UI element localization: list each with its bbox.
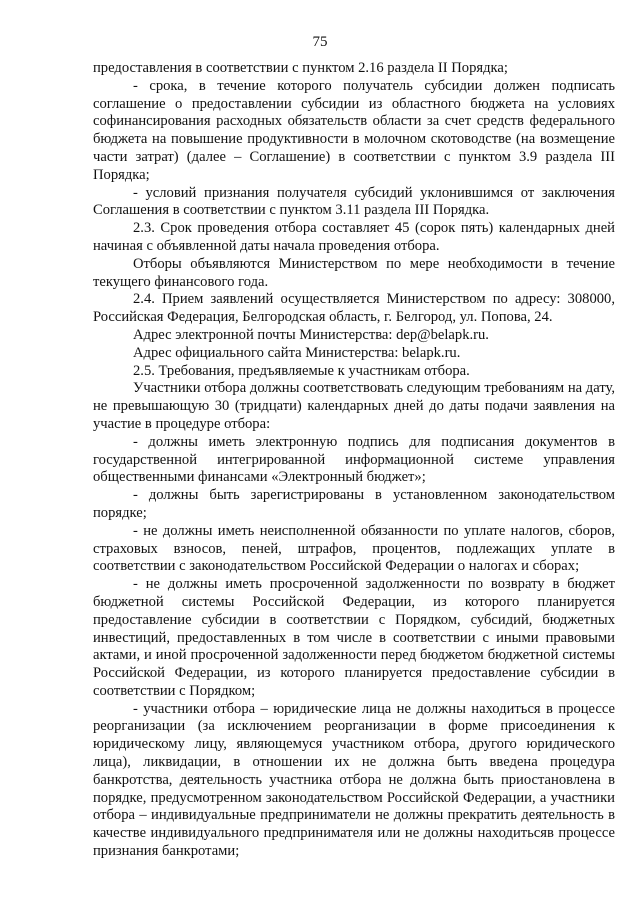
paragraph-agreement-deadline: - срока, в течение которого получатель субсидии должен подписать соглашение о предоставлении субсидии из областного бюджета на условиях софинансирования расходных обязательств области за счет средств федерального бюджета на повышение продуктивности в молочном скотоводстве (на возмещение части затрат) (далее – Соглашение) в соответствии с пунктом 3.9 раздела III Порядка;	[93, 77, 615, 183]
paragraph-website: Адрес официального сайта Министерства: belapk.ru.	[133, 344, 461, 361]
paragraph-evasion-conditions: - условий признания получателя субсидий уклонившимся от заключения Соглашения в соответствии с пунктом 3.11 раздела III Порядка.	[93, 184, 615, 219]
paragraph-continuation: предоставления в соответствии с пунктом 2.16 раздела II Порядка;	[93, 60, 508, 76]
document-body	[93, 60, 615, 861]
paragraph-selection-announcement: Отборы объявляются Министерством по мере необходимости в течение текущего финансового года.	[93, 255, 615, 290]
paragraph-no-reorganization: - участники отбора – юридические лица не должны находиться в процессе реорганизации (за исключением реорганизации в форме присоединения к юридическому лицу, являющемуся участником отбора, другого юридического лица), ликвидации, в отношении их не должна быть введена процедура банкротства, деятельность участника отбора не должна быть приостановлена в порядке, предусмотренном законодательством Российской Федерации, а участники отбора – индивидуальные предприниматели не должны прекратить деятельность в качестве индивидуального предпринимателя или не должны находитьсяв процессе признания банкротами;	[93, 700, 615, 860]
paragraph-registration: - должны быть зарегистрированы в установленном законодательством порядке;	[93, 487, 615, 521]
paragraph-no-overdue-debt: - не должны иметь просроченной задолженности по возврату в бюджет бюджетной системы Российской Федерации, из которого планируется предоставление субсидии в соответствии с Порядком, субсидий, бюджетных инвестиций, предоставленных в том числе в соответствии с иными правовыми актами, и иной просроченной задолженности перед бюджетом бюджетной системы Российской Федерации, из которого планируется предоставление субсидии в соответствии с Порядком;	[93, 576, 615, 699]
paragraph-electronic-signature: - должны иметь электронную подпись для подписания документов в государственной интегрированной информационной системе управления общественными финансами «Электронный бюджет»;	[93, 433, 615, 486]
paragraph-email: Адрес электронной почты Министерства: dep@belapk.ru.	[133, 326, 489, 343]
paragraph-2-4-application-address: 2.4. Прием заявлений осуществляется Министерством по адресу: 308000, Российская Федерация, Белгородская область, г. Белгород, ул. Попова, 24.	[93, 291, 615, 326]
paragraph-2-3-selection-period: 2.3. Срок проведения отбора составляет 45 (сорок пять) календарных дней начиная с объявленной даты начала проведения отбора.	[93, 220, 615, 254]
paragraph-no-tax-debt: - не должны иметь неисполненной обязанности по уплате налогов, сборов, страховых взносов, пеней, штрафов, процентов, подлежащих уплате в соответствии с законодательством Российской Федерации о налогах и сборах;	[93, 522, 615, 575]
paragraph-2-5-requirements: 2.5. Требования, предъявляемые к участникам отбора.	[133, 362, 470, 379]
page-number: 75	[312, 34, 328, 50]
paragraph-requirements-intro: Участники отбора должны соответствовать следующим требованиям на дату, не превышающую 30 (тридцати) календарных дней до даты подачи заявления на участие в процедуре отбора:	[93, 380, 615, 432]
